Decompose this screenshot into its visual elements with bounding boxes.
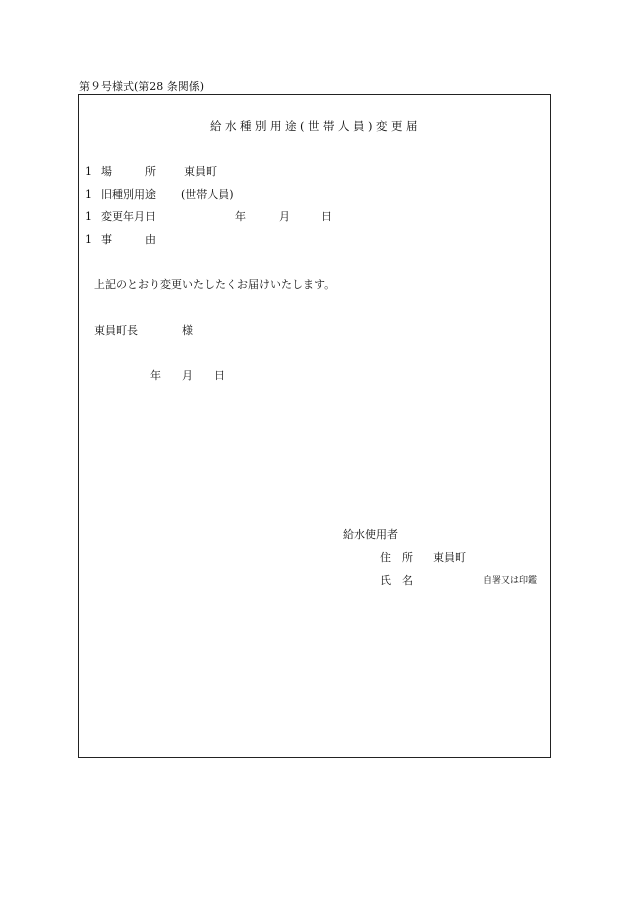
change-date-day: 日 [321, 210, 332, 223]
addressee-name: 東員町長 [94, 324, 138, 337]
item-label-change-date: 変更年月日 [101, 210, 156, 223]
change-date-year: 年 [235, 210, 246, 223]
item-value-household: (世帯人員) [181, 188, 234, 201]
statement-text: 上記のとおり変更いたしたくお届けいたします。 [94, 278, 336, 291]
applicant-address-label: 住 所 [380, 551, 413, 564]
item-number: 1 [85, 188, 92, 201]
item-label-reason: 事 由 [101, 233, 156, 246]
form-title: 給水種別用途(世帯人員)変更届 [210, 119, 421, 133]
form-number-label: 第９号様式(第28 条関係) [79, 80, 205, 93]
item-number: 1 [85, 233, 92, 246]
applicant-address-value: 東員町 [433, 551, 466, 564]
change-date-month: 月 [279, 210, 290, 223]
addressee-honorific: 様 [182, 324, 193, 337]
item-label-place: 場 所 [101, 165, 156, 178]
item-number: 1 [85, 210, 92, 223]
item-value-place: 東員町 [184, 165, 217, 178]
applicant-name-label: 氏 名 [380, 574, 413, 587]
submission-date-day: 日 [214, 369, 225, 382]
item-number: 1 [85, 165, 92, 178]
submission-date-month: 月 [182, 369, 193, 382]
submission-date-year: 年 [150, 369, 161, 382]
applicant-heading: 給水使用者 [343, 528, 398, 541]
item-label-old-usage: 旧種別用途 [101, 188, 156, 201]
seal-note: 自署又は印鑑 [483, 576, 538, 586]
